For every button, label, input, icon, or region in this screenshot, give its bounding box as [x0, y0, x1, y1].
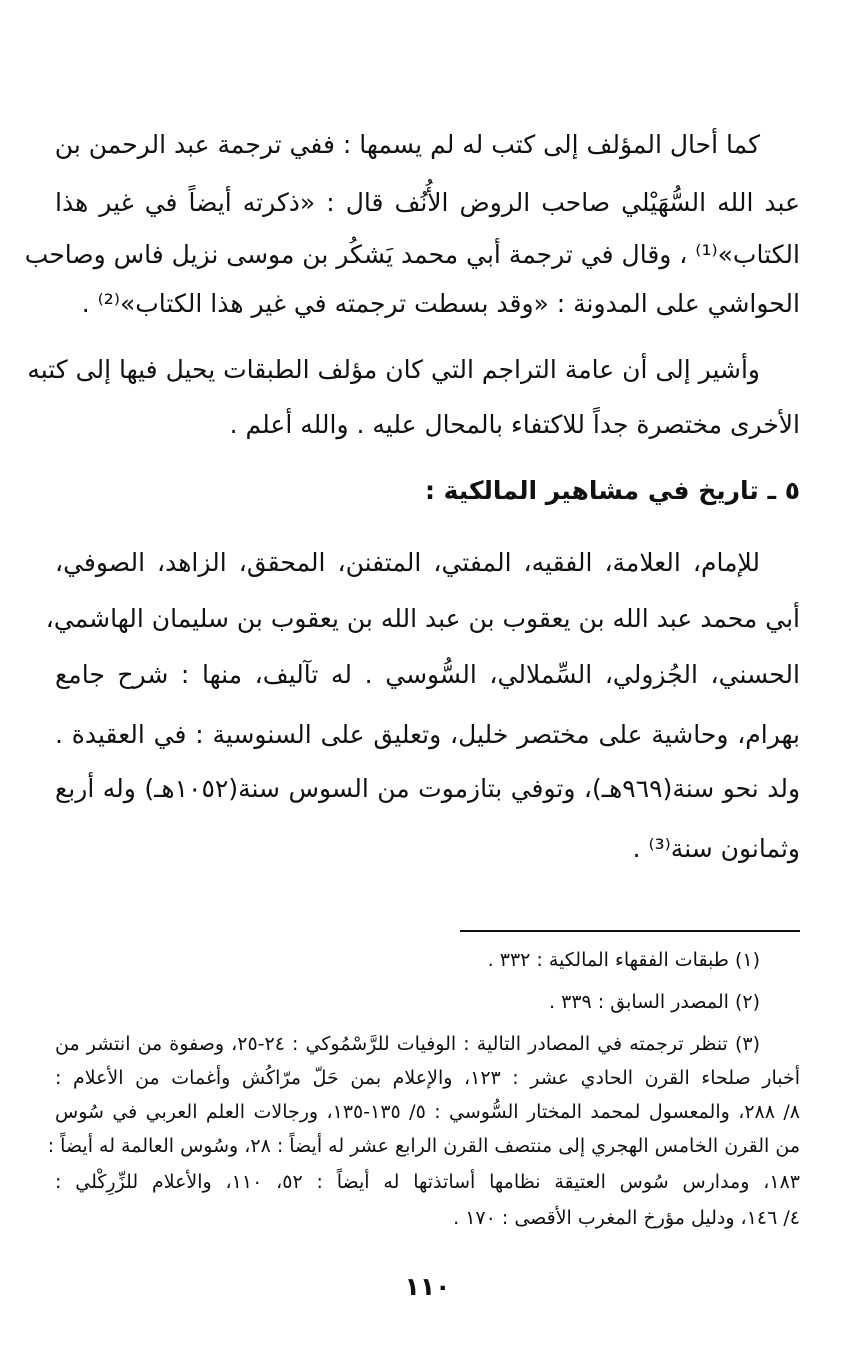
text-line: وثمانون سنة⁽³⁾ .	[632, 834, 800, 863]
text-line: بهرام، وحاشية على مختصر خليل، وتعليق على السنوسية : في العقيدة .	[55, 720, 800, 749]
text-line: ولد نحو سنة(٩٦٩هـ)، وتوفي بتازموت من السوس سنة(١٠٥٢هـ) وله أربع	[55, 774, 801, 803]
footnote-separator	[460, 930, 800, 932]
text-line: عبد الله السُّهَيْلي صاحب الروض الأُنُف قال : «ذكرته أيضاً في غير هذا	[55, 188, 800, 217]
footnote-line: ١٨٣، ومدارس سُوس العتيقة نظامها أساتذتها له أيضاً : ٥٢، ١١٠، والأعلام للزِّرِكْلي :	[55, 1171, 800, 1193]
footnote-line: (٣) تنظر ترجمته في المصادر التالية : الوفيات للرَّسْمُوكي : ٢٤-٢٥، وصفوة من انتشر من	[55, 1033, 760, 1055]
footnote-line: من القرن الخامس الهجري إلى منتصف القرن الرابع عشر له أيضاً : ٢٨، وسُوس العالمة له أيضاً :	[47, 1135, 800, 1157]
footnote-line: ٨/ ٢٨٨، والمعسول لمحمد المختار السُّوسي : ٥/ ١٣٥-١٣٥، ورجالات العلم العربي في سُوس	[55, 1101, 800, 1123]
text-line: الحسني، الجُزولي، السِّملالي، السُّوسي . له تآليف، منها : شرح جامع	[55, 660, 800, 689]
text-line: الأخرى مختصرة جداً للاكتفاء بالمحال عليه . والله أعلم .	[229, 410, 800, 439]
footnote-line: (٢) المصدر السابق : ٣٣٩ .	[549, 991, 760, 1013]
text-line: الكتاب»⁽¹⁾ ، وقال في ترجمة أبي محمد يَشكُر بن موسى نزيل فاس وصاحب	[24, 240, 800, 269]
footnote-line: (١) طبقات الفقهاء المالكية : ٣٣٢ .	[487, 949, 760, 971]
footnote-line: أخبار صلحاء القرن الحادي عشر : ١٢٣، والإعلام بمن حَلّ مرّاكُش وأغمات من الأعلام :	[55, 1067, 800, 1089]
text-line: وأشير إلى أن عامة التراجم التي كان مؤلف الطبقات يحيل فيها إلى كتبه	[27, 355, 760, 384]
text-line: الحواشي على المدونة : «وقد بسطت ترجمته في غير هذا الكتاب»⁽²⁾ .	[81, 289, 800, 318]
text-line: أبي محمد عبد الله بن يعقوب بن عبد الله بن يعقوب بن سليمان الهاشمي،	[45, 604, 800, 633]
section-heading: ٥ ـ تاريخ في مشاهير المالكية :	[424, 476, 800, 505]
text-line: كما أحال المؤلف إلى كتب له لم يسمها : ففي ترجمة عبد الرحمن بن	[54, 130, 760, 159]
text-line: للإمام، العلامة، الفقيه، المفتي، المتفنن، المحقق، الزاهد، الصوفي،	[55, 548, 760, 577]
page-number: ١١٠	[404, 1272, 451, 1301]
footnote-line: ٤/ ١٤٦، ودليل مؤرخ المغرب الأقصى : ١٧٠ .	[453, 1207, 800, 1229]
